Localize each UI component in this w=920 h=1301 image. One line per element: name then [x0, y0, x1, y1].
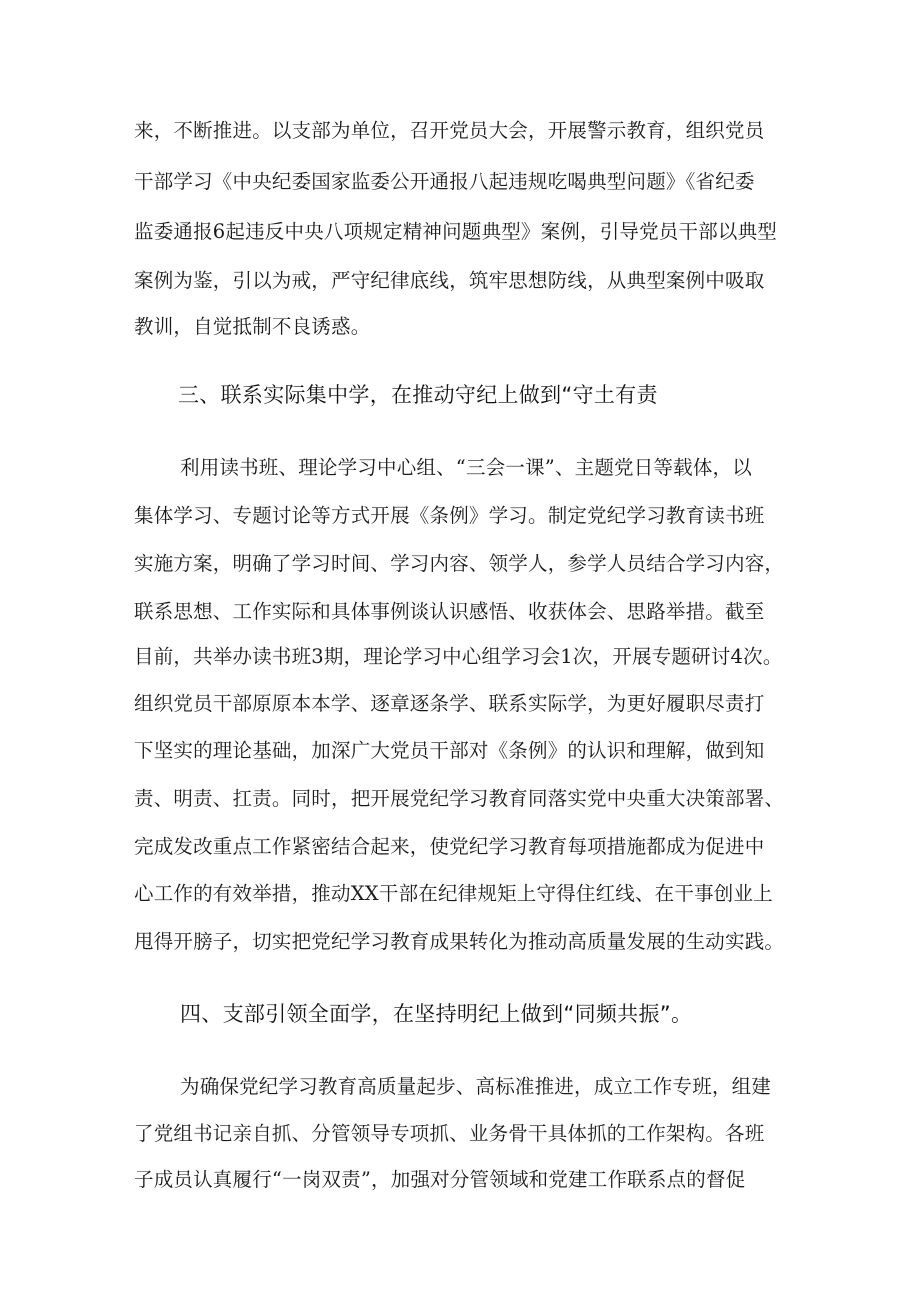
paragraph-line: 组织党员干部原原本本学、逐章逐条学、联系实际学，为更好履职尽责打: [134, 692, 765, 715]
paragraph-line: 利用读书班、理论学习中心组、“三会一课”、主题党日等载体，以: [180, 456, 752, 479]
paragraph-line: 干部学习《中央纪委国家监委公开通报八起违规吃喝典型问题》《省纪委: [134, 170, 755, 193]
paragraph-line: 责、明责、扛责。同时，把开展党纪学习教育同落实党中央重大决策部署、: [134, 787, 785, 810]
paragraph-line: 了党组书记亲自抓、分管领导专项抓、业务骨干具体抓的工作架构。各班: [134, 1122, 765, 1145]
paragraph-line: 实施方案，明确了学习时间、学习内容、领学人，参学人员结合学习内容，: [134, 552, 785, 575]
paragraph-line: 教训，自觉抵制不良诱惑。: [134, 315, 371, 338]
paragraph-line: 目前，共举办读书班3期，理论学习中心组学习会1次，开展专题研讨4次。: [134, 645, 783, 668]
paragraph-line: 监委通报6起违反中央八项规定精神问题典型》案例，引导党员干部以典型: [134, 220, 778, 243]
paragraph-line: 为确保党纪学习教育高质量起步、高标准推进，成立工作专班，组建: [180, 1075, 772, 1098]
paragraph-line: 子成员认真履行“一岗双责”，加强对分管领域和党建工作联系点的督促: [134, 1168, 746, 1191]
section-heading-four: 四、支部引领全面学，在坚持明纪上做到“同频共振”。: [180, 1002, 693, 1026]
paragraph-line: 集体学习、专题讨论等方式开展《条例》学习。制定党纪学习教育读书班: [134, 504, 765, 527]
paragraph-line: 来，不断推进。以支部为单位，召开党员大会，开展警示教育，组织党员: [134, 119, 765, 142]
paragraph-line: 甩得开膀子，切实把党纪学习教育成果转化为推动高质量发展的生动实践。: [134, 930, 785, 953]
paragraph-line: 下坚实的理论基础，加深广大党员干部对《条例》的认识和理解，做到知: [134, 739, 765, 762]
paragraph-line: 联系思想、工作实际和具体事例谈认识感悟、收获体会、思路举措。截至: [134, 600, 765, 623]
paragraph-line: 心工作的有效举措，推动XX干部在纪律规矩上守得住红线、在干事创业上: [134, 882, 773, 905]
section-heading-three: 三、联系实际集中学，在推动守纪上做到“守土有责: [178, 383, 658, 407]
paragraph-line: 完成发改重点工作紧密结合起来，使党纪学习教育每项措施都成为促进中: [134, 835, 765, 858]
paragraph-line: 案例为鉴，引以为戒，严守纪律底线，筑牢思想防线，从典型案例中吸取: [134, 269, 765, 292]
